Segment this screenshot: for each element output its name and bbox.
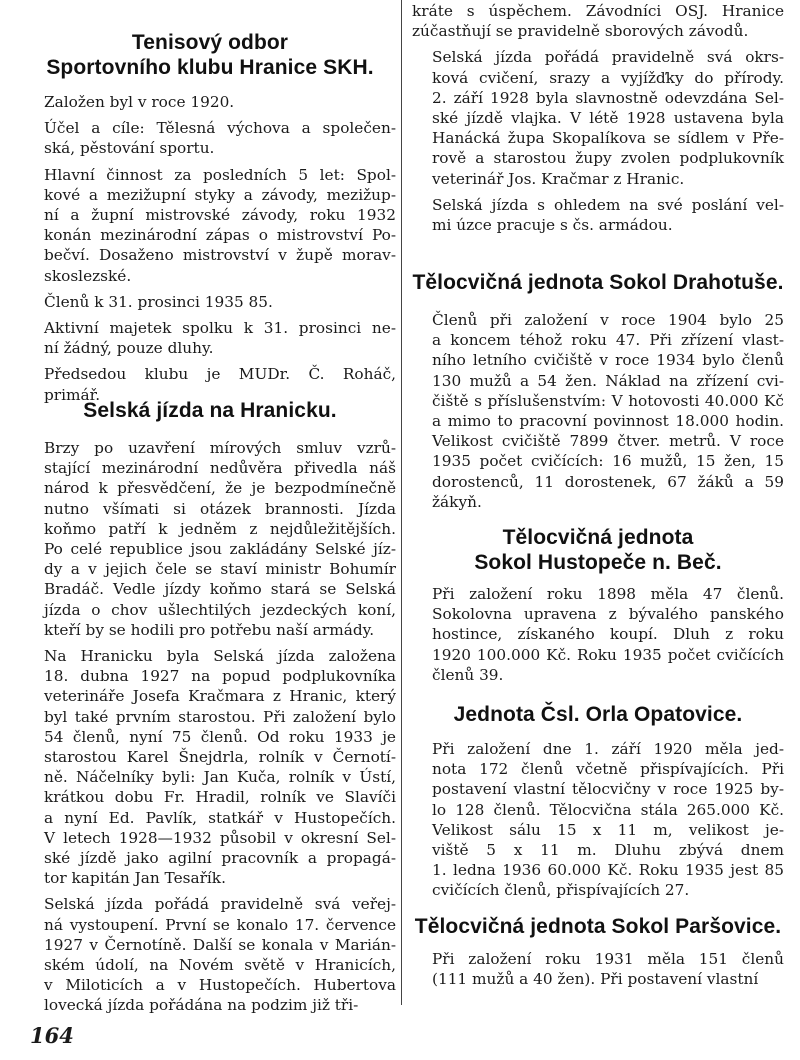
text-line: a mimo to pracovní povinnost 18.000 hodin. (432, 412, 784, 431)
section-title (412, 702, 784, 727)
text-line: (111 mužů a 40 žen). Při postavení vlastní (432, 970, 759, 989)
paragraph (24, 318, 396, 358)
text-line: Založen byl v roce 1920. (44, 93, 235, 111)
text-line: kové a mezižupní styky a závody, mezižup- (44, 185, 396, 204)
text-line: Sokolovna upravena z bývalého panského (432, 605, 784, 624)
text-line: postavení vlastní tělocvičny v roce 1925 by- (432, 780, 784, 799)
text-line: ková cvičení, srazy a vyjížďky do přírody. (432, 68, 784, 87)
paragraph (24, 92, 396, 112)
text-line: ná vystoupení. První se konalo 17. července (44, 915, 396, 934)
text-line: Členů při založení v roce 1904 bylo 25 (432, 311, 784, 329)
text-line: Při založení roku 1931 měla 151 členů (432, 950, 784, 968)
paragraph (24, 165, 396, 286)
text-line: 1920 100.000 Kč. Roku 1935 počet cvičících (432, 645, 784, 664)
text-line: hostince, získaného koupí. Dluh z roku (432, 625, 784, 644)
text-line: Hanácká župa Skopalíkova se sídlem v Pře- (432, 129, 784, 148)
paragraph (24, 118, 396, 158)
text-line: ní a župní mistrovské závody, roku 1932 (44, 206, 396, 225)
section-body (412, 739, 784, 907)
column-divider (401, 0, 402, 1005)
text-line: dy a v jejich čele se staví ministr Bohumír (44, 560, 396, 579)
text-line: konán mezinárodní zápas o mistrovství Po- (44, 226, 396, 245)
text-line: v Miloticích a v Hustopečích. Hubertova (44, 976, 396, 995)
text-line: ském údolí, na Novém světě v Hranicích, (44, 956, 396, 975)
text-line: ské jízdě vlajka. V létě 1928 ustavena byla (432, 109, 784, 128)
section-title (412, 270, 784, 295)
text-line: Předsedou klubu je MUDr. Č. Roháč, (44, 365, 396, 384)
text-line: Po celé republice jsou zakládány Selské jíz- (44, 540, 396, 559)
text-line: a koncem téhož roku 47. Při zřízení vlast- (432, 331, 784, 350)
text-line: primář. (44, 385, 101, 404)
text-line: 1. ledna 1936 60.000 Kč. Roku 1935 jest 85 (432, 861, 784, 880)
text-line: národ k přesvědčení, že je bezpodmínečně (44, 479, 396, 498)
section-title (412, 525, 784, 575)
section-title-line: Sportovního klubu Hranice SKH. (46, 56, 374, 79)
text-line: starostou Karel Šnejdrla, rolník v Černotí- (44, 748, 396, 767)
paragraph (24, 894, 396, 1015)
text-line: rově a starostou župy zvolen podplukovník (432, 149, 784, 168)
text-line: Bradáč. Vedle jízdy koňmo stará se Selská (44, 580, 396, 599)
paragraph (24, 438, 396, 640)
text-line: skoslezské. (44, 266, 132, 285)
paragraph (24, 292, 396, 312)
text-line: tor kapitán Jan Tesařík. (44, 869, 226, 888)
text-line: Členů k 31. prosinci 1935 85. (44, 292, 273, 311)
text-line: dorostenců, 11 dorostenek, 67 žáků a 59 (432, 472, 784, 491)
text-line: členů 39. (432, 665, 504, 684)
paragraph (24, 646, 396, 888)
text-line: Velikost sálu 15 x 11 m, velikost je- (432, 820, 784, 839)
text-line: 130 mužů a 54 žen. Náklad na zřízení cvi- (432, 371, 784, 390)
text-line: 2. září 1928 byla slavnostně odevzdána Sel- (432, 88, 784, 107)
section-title (24, 398, 396, 423)
paragraph (412, 1, 784, 41)
continued-text (412, 1, 784, 241)
text-line: Aktivní majetek spolku k 31. prosinci ne- (44, 319, 396, 338)
text-line: nota 172 členů včetně přispívajících. Při (432, 760, 784, 779)
paragraph (412, 195, 784, 235)
paragraph (412, 949, 784, 989)
text-line: kráte s úspěchem. Závodníci OSJ. Hranice (412, 2, 784, 20)
page-number: 164 (30, 1023, 74, 1048)
section-body (412, 584, 784, 691)
text-line: bečví. Dosaženo mistrovství v župě morav- (44, 246, 396, 265)
text-line: Na Hranicku byla Selská jízda založena (44, 647, 396, 666)
paragraph (412, 584, 784, 685)
text-line: 18. dubna 1927 na popud podplukovníka (44, 667, 396, 686)
text-line: ní žádný, pouze dluhy. (44, 339, 214, 358)
section-title-line: Tělocvičná jednota (502, 526, 694, 549)
text-line: Při založení roku 1898 měla 47 členů. (432, 585, 784, 603)
text-line: a nyní Ed. Pavlík, statkář v Hustopečích. (44, 808, 396, 827)
text-line: krátkou dobu Fr. Hradil, rolník ve Slavíči (44, 788, 396, 807)
section-title-line: Jednota Čsl. Orla Opatovice. (453, 703, 743, 726)
text-line: 1935 počet cvičících: 16 mužů, 15 žen, 15 (432, 452, 784, 471)
text-line: koňmo patří k jedněm z nejdůležitějších. (44, 519, 396, 538)
section-title-line: Tenisový odbor (131, 31, 289, 54)
text-line: Účel a cíle: Tělesná výchova a společen- (44, 119, 396, 138)
text-line: Selská jízda pořádá pravidelně svá okrs- (432, 48, 784, 67)
text-line: Selská jízda s ohledem na své poslání vel- (432, 195, 784, 214)
paragraph (412, 739, 784, 901)
section-body (412, 310, 784, 518)
text-line: Brzy po uzavření mírových smluv vzrů- (44, 439, 396, 457)
section-body (24, 438, 396, 1022)
text-line: 1927 v Černotíně. Další se konala v Marián- (44, 935, 396, 954)
text-line: Hlavní činnost za posledních 5 let: Spol- (44, 165, 396, 184)
text-line: cvičících členů, přispívajících 27. (432, 881, 690, 900)
text-line: ního letního cvičiště v roce 1934 bylo členů (432, 351, 784, 370)
text-line: Selská jízda pořádá pravidelně svá veřej- (44, 895, 396, 914)
text-line: žákyň. (432, 492, 482, 511)
text-line: čiště s příslušenstvím: V hotovosti 40.000 Kč (432, 391, 784, 410)
text-line: ská, pěstování sportu. (44, 139, 215, 158)
section-title-line: Tělocvičná jednota Sokol Paršovice. (414, 915, 782, 938)
text-line: byl také prvním starostou. Při založení bylo (44, 707, 396, 726)
text-line: V letech 1928—1932 působil v okresní Sel- (44, 828, 396, 847)
section-title-line: Sokol Hustopeče n. Beč. (474, 551, 722, 574)
text-line: ské jízdě jako agilní pracovník a propagá- (44, 849, 396, 868)
section-title (412, 914, 784, 939)
section-title-line: Tělocvičná jednota Sokol Drahotuše. (412, 271, 784, 294)
text-line: Velikost cvičiště 7899 čtver. metrů. V roce (432, 432, 784, 451)
text-line: stající mezinárodní nedůvěra přivedla náš (44, 459, 396, 478)
text-line: 54 členů, nyní 75 členů. Od roku 1933 je (44, 727, 396, 746)
section-body (412, 949, 784, 995)
text-line: mi úzce pracuje s čs. armádou. (432, 216, 673, 235)
text-line: veterinář Jos. Kračmar z Hranic. (432, 169, 685, 188)
text-line: ně. Náčelníky byli: Jan Kuča, rolník v Ústí, (44, 768, 396, 787)
section-title (24, 30, 396, 80)
text-line: lovecká jízda pořádána na podzim již tři- (44, 996, 359, 1015)
paragraph (412, 47, 784, 188)
text-line: Při založení dne 1. září 1920 měla jed- (432, 740, 784, 758)
section-body (24, 92, 396, 411)
text-line: kteří by se hodili pro potřebu naší armády. (44, 620, 375, 639)
section-title-line: Selská jízda na Hranicku. (83, 399, 337, 422)
text-line: jízda o chov ušlechtilých jezdeckých koní, (44, 600, 396, 619)
text-line: viště 5 x 11 m. Dluhu zbývá dnem (432, 841, 784, 860)
text-line: veterináře Josefa Kračmara z Hranic, který (44, 687, 396, 706)
text-line: zúčastňují se pravidelně sborových závodů. (412, 22, 749, 41)
text-line: nutno všímati si otázek brannosti. Jízda (44, 499, 396, 518)
text-line: lo 128 členů. Tělocvična stála 265.000 Kč. (432, 800, 784, 819)
paragraph (412, 310, 784, 512)
